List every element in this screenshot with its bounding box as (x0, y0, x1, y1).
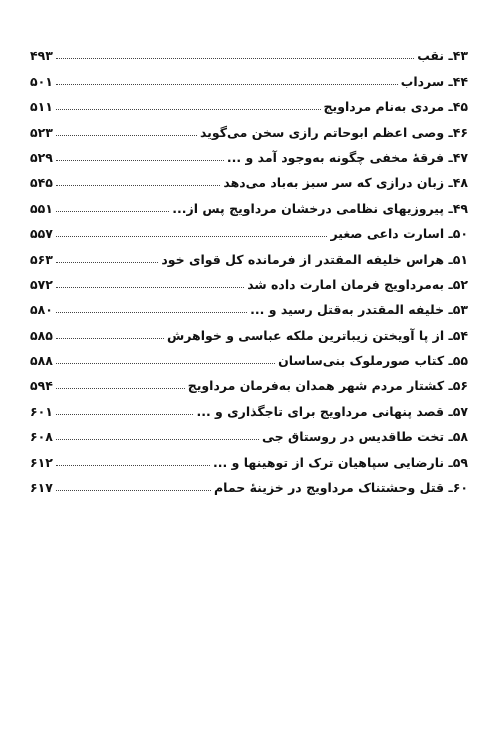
toc-entry (30, 38, 468, 63)
dot-leader (56, 236, 328, 237)
toc-entry-title: ۵۵ـ کتاب صورملوک بنی‌ساسان (278, 353, 468, 369)
toc-entry (30, 444, 468, 469)
dot-leader (56, 84, 398, 85)
dot-leader (56, 465, 210, 466)
dot-leader (56, 363, 275, 364)
toc-entry-title: ۵۳ـ خلیفه المقتدر به‌قتل رسید و ... (250, 302, 468, 318)
dot-leader (56, 109, 321, 110)
toc-entry-page: ۵۹۴ (30, 378, 53, 394)
toc-entry-page: ۵۲۹ (30, 149, 53, 165)
toc-entry-title: ۴۴ـ سرداب (400, 73, 468, 89)
toc-entry-title: ۴۷ـ فرقهٔ مخفی چگونه به‌وجود آمد و ... (226, 149, 468, 165)
toc-entry-title: ۴۸ـ زبانِ درازی که سر سبز به‌باد می‌دهد (223, 175, 468, 191)
toc-entry-title: ۵۶ـ کشتار مردم شهر همدان به‌فرمان مرداویج (187, 378, 468, 394)
toc-entry (30, 317, 468, 342)
dot-leader (56, 185, 220, 186)
toc-entry-page: ۵۵۱ (30, 200, 53, 216)
toc-entry-page: ۶۰۱ (30, 403, 53, 419)
toc-entry-page: ۵۶۳ (30, 251, 53, 267)
toc-entry-title: ۵۱ـ هراس خلیفه المقتدر از فرمانده کل قوای خود (161, 251, 468, 267)
toc-entry (30, 165, 468, 190)
dot-leader (56, 135, 197, 136)
toc-entry-page: ۴۹۳ (30, 48, 53, 64)
toc-entry-page: ۶۱۷ (30, 480, 53, 496)
toc-entry (30, 393, 468, 418)
toc-entry-page: ۵۷۲ (30, 276, 53, 292)
toc-entry (30, 89, 468, 114)
dot-leader (56, 262, 158, 263)
toc-entry (30, 292, 468, 317)
toc-entry (30, 470, 468, 495)
dot-leader (56, 414, 194, 415)
toc-entry (30, 343, 468, 368)
toc-entry-title: ۵۷ـ قصد پنهانی مرداویج برای تاجگذاری و ... (196, 403, 468, 419)
toc-entry-title: ۵۹ـ نارضایی سپاهیان ترک از توهینها و ... (212, 454, 468, 470)
dot-leader (56, 287, 244, 288)
toc-entry-page: ۵۸۸ (30, 353, 53, 369)
dot-leader (56, 388, 185, 389)
toc-entry-title: ۴۳ـ نقب (417, 48, 468, 64)
toc-entry (30, 216, 468, 241)
dot-leader (56, 338, 164, 339)
toc-entry-page: ۵۰۱ (30, 73, 53, 89)
table-of-contents (30, 38, 468, 495)
dot-leader (56, 490, 211, 491)
toc-entry (30, 267, 468, 292)
toc-entry-title: ۴۹ـ پیروزیهای نظامی درخشان مرداویج پس از... (172, 200, 468, 216)
toc-entry (30, 190, 468, 215)
dot-leader (56, 58, 414, 59)
dot-leader (56, 160, 224, 161)
toc-entry-title: ۵۸ـ تخت طاقدیس در روستاق جی (262, 429, 468, 445)
toc-entry-title: ۴۶ـ وصی اعظم ابوحاتم رازی سخن می‌گوید (199, 124, 468, 140)
toc-entry-page: ۵۴۵ (30, 175, 53, 191)
toc-entry (30, 63, 468, 88)
toc-entry-title: ۵۴ـ از پا آویختن زیباترین ملکه عباسی و خواهرش (167, 327, 468, 343)
toc-entry-title: ۵۰ـ اسارت داعی صغیر (330, 226, 468, 242)
toc-entry (30, 241, 468, 266)
toc-entry-page: ۵۱۱ (30, 99, 53, 115)
toc-entry (30, 114, 468, 139)
toc-entry (30, 368, 468, 393)
toc-entry-title: ۵۲ـ به‌مرداویج فرمان امارت داده شد (247, 276, 468, 292)
toc-entry-page: ۵۸۵ (30, 327, 53, 343)
toc-entry-page: ۵۵۷ (30, 226, 53, 242)
dot-leader (56, 439, 259, 440)
toc-entry-page: ۶۰۸ (30, 429, 53, 445)
dot-leader (56, 312, 247, 313)
toc-entry (30, 419, 468, 444)
toc-entry (30, 140, 468, 165)
toc-entry-page: ۵۲۳ (30, 124, 53, 140)
toc-entry-page: ۶۱۲ (30, 454, 53, 470)
toc-entry-page: ۵۸۰ (30, 302, 53, 318)
toc-entry-title: ۴۵ـ مردی به‌نام مرداویج (323, 99, 468, 115)
toc-entry-title: ۶۰ـ قتل وحشتناک مرداویج در خزینهٔ حمام (214, 480, 468, 496)
dot-leader (56, 211, 169, 212)
